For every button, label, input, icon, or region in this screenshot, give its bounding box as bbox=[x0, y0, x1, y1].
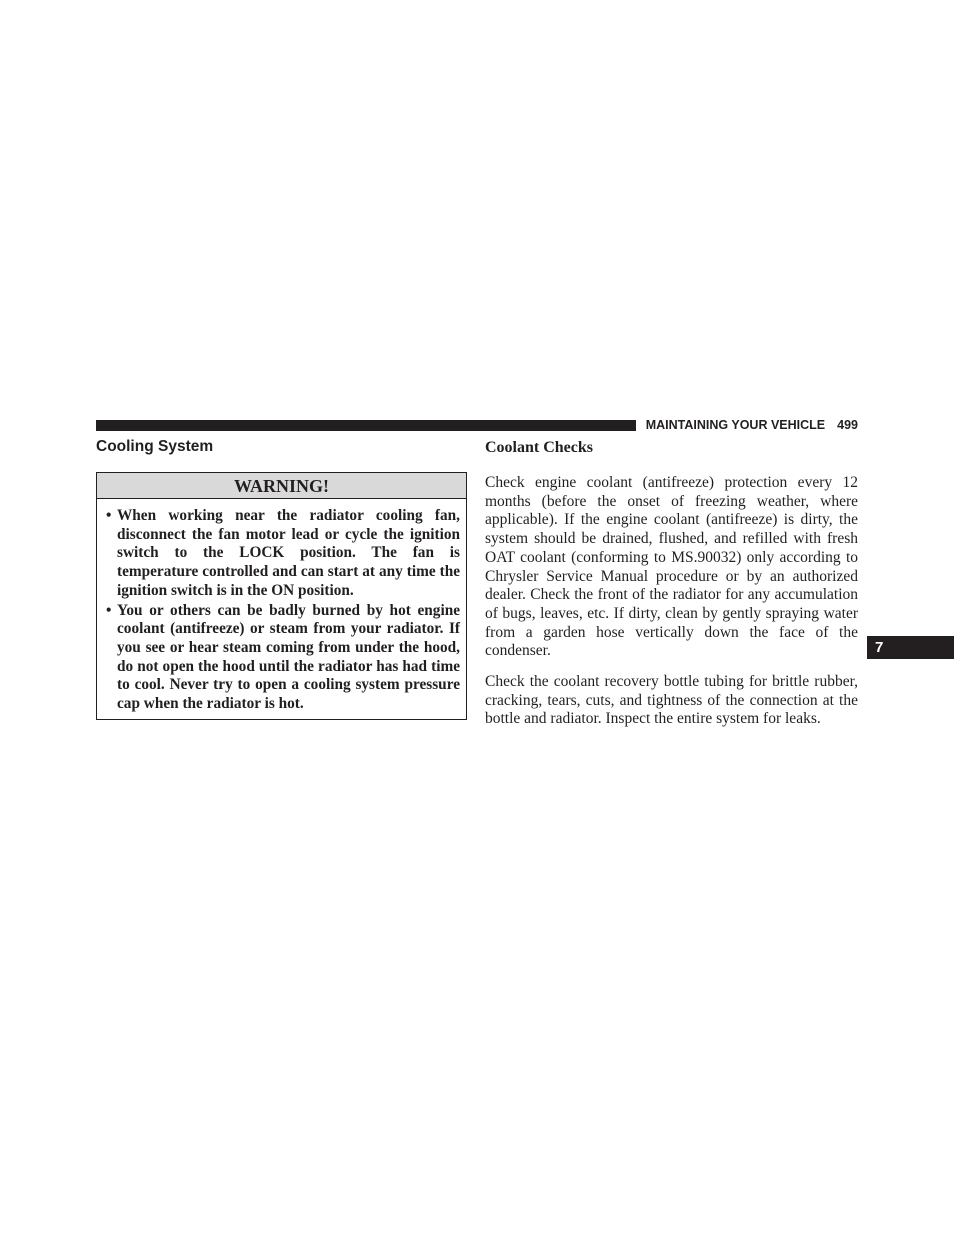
warning-item bbox=[106, 601, 460, 714]
header-section-title: MAINTAINING YOUR VEHICLE bbox=[645, 418, 826, 432]
page-number: 499 bbox=[837, 418, 858, 432]
warning-box bbox=[96, 472, 467, 720]
warning-item bbox=[106, 507, 460, 601]
warning-item-text: You or others can be badly burned by hot engine coolant (antifreeze) or steam from your radiator. If you see or hear steam coming from under the hood, do not open the hood until the radiator has had time to cool. Never try to open a cooling system pressure cap when the radiator is hot. bbox=[117, 601, 460, 713]
section-title: Cooling System bbox=[96, 438, 214, 455]
right-column bbox=[485, 438, 858, 741]
subsection-title: Coolant Checks bbox=[485, 439, 594, 456]
warning-list bbox=[97, 499, 466, 714]
paragraph: Check engine coolant (antifreeze) protection every 12 months (before the onset of freezing weather, where applicable). If the engine coolant (antifreeze) is dirty, the system should be drained, flushed, and refilled with fresh OAT coolant (conforming to MS.90032) only according to Chrysler Service Manual procedure or by an authorized dealer. Check the front of the radiator for any accumulation of bugs, leaves, etc. If dirty, clean by gently spraying water from a garden hose vertically down the face of the condenser. bbox=[485, 474, 858, 660]
bullet-icon: • bbox=[106, 507, 112, 524]
warning-heading: WARNING! bbox=[97, 473, 466, 499]
header-rule bbox=[96, 420, 636, 431]
paragraph: Check the coolant recovery bottle tubing for brittle rubber, cracking, tears, cuts, and tightness of the connection at the bottle and radiator. Inspect the entire system for leaks. bbox=[485, 673, 858, 728]
chapter-tab: 7 bbox=[867, 636, 954, 659]
warning-item-text: When working near the radiator cooling fan, disconnect the fan motor lead or cycle the ignition switch to the LOCK position. The fan is temperature controlled and can start at any time the ignition switch is in the ON position. bbox=[117, 507, 460, 599]
running-header bbox=[645, 417, 858, 433]
bullet-icon: • bbox=[106, 601, 112, 619]
